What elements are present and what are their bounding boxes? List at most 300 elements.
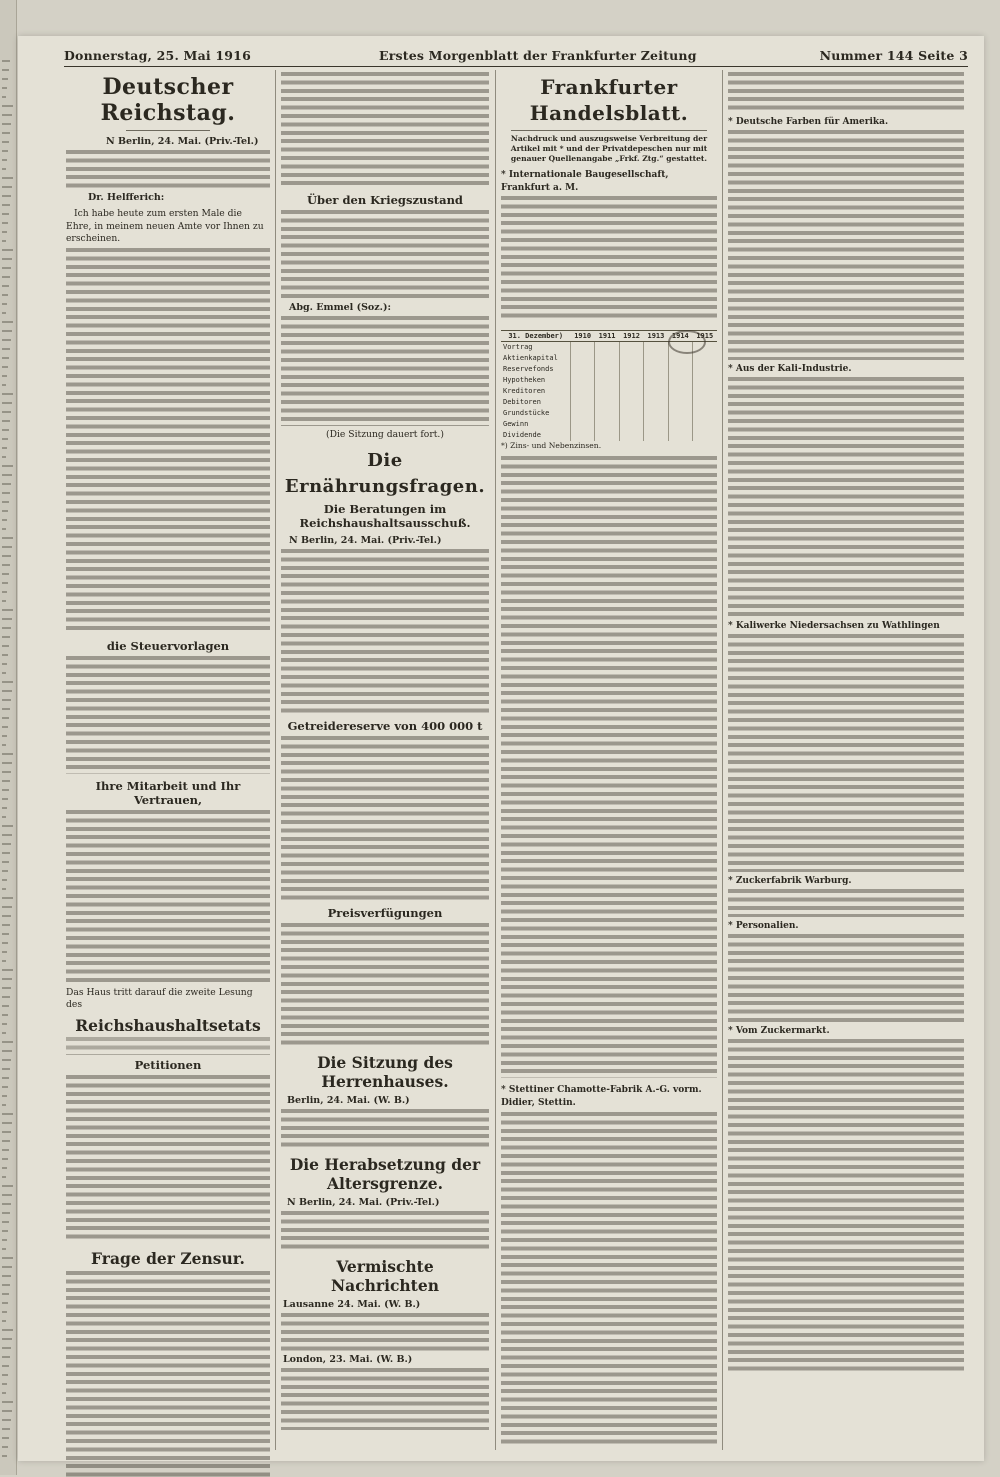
adjacent-page-text-fragment xyxy=(2,1392,6,1394)
adjacent-page-text-fragment xyxy=(2,960,6,962)
adjacent-page-text-fragment xyxy=(2,861,9,863)
adjacent-page-text-fragment xyxy=(2,1230,8,1232)
note-sitzung: (Die Sitzung dauert fort.) xyxy=(326,429,444,440)
adjacent-page-text-fragment xyxy=(2,1383,7,1385)
table-cell xyxy=(644,419,668,430)
text-block xyxy=(281,1211,489,1251)
subhead-steuervorlagen: die Steuervorlagen xyxy=(106,638,230,653)
table-row-label: Debitoren xyxy=(503,398,541,406)
adjacent-page-text-fragment xyxy=(2,942,8,944)
adjacent-page-text-fragment xyxy=(2,870,8,872)
adjacent-page-text-fragment xyxy=(2,114,12,116)
adjacent-page-text-fragment xyxy=(2,987,11,989)
adjacent-page-text-fragment xyxy=(2,69,9,71)
adjacent-page-text-fragment xyxy=(2,78,8,80)
headline-ernaehrungsfragen: Die Ernährungsfragen. xyxy=(284,449,486,497)
subhead-petitionen: Petitionen xyxy=(134,1057,202,1072)
column-reichstag xyxy=(66,72,270,1477)
masthead-paper-name: Erstes Morgenblatt der Frankfurter Zeitung xyxy=(379,48,697,63)
table-cell xyxy=(644,375,668,386)
adjacent-page-text-fragment xyxy=(2,1275,11,1277)
adjacent-page-text-fragment xyxy=(2,492,10,494)
adjacent-page-text-fragment xyxy=(2,105,13,107)
subhead-zensur: Frage der Zensur. xyxy=(91,1248,245,1268)
item-personalien: * Personalien. xyxy=(728,921,799,931)
adjacent-page-text-fragment xyxy=(2,618,12,620)
speaker-emmel: Abg. Emmel (Soz.): xyxy=(289,302,391,313)
adjacent-page-text-fragment xyxy=(2,780,10,782)
table-row xyxy=(501,419,717,430)
table-cell xyxy=(644,430,668,441)
dateline-herrenhaus: Berlin, 24. Mai. (W. B.) xyxy=(287,1094,410,1106)
adjacent-page-text-fragment xyxy=(2,762,12,764)
table-cell xyxy=(619,419,643,430)
table-cell xyxy=(595,375,619,386)
table-cell xyxy=(570,364,594,375)
adjacent-page-text-fragment xyxy=(2,519,7,521)
text-block xyxy=(66,248,270,634)
adjacent-page-text-fragment xyxy=(2,888,6,890)
text-block xyxy=(281,736,489,902)
adjacent-page-text-fragment xyxy=(2,609,13,611)
table-cell xyxy=(644,364,668,375)
table-header-cell: 31. Dezember) xyxy=(501,331,570,342)
adjacent-page-text-fragment xyxy=(2,915,11,917)
adjacent-page-text-fragment xyxy=(2,843,11,845)
adjacent-page-text-fragment xyxy=(2,1329,13,1331)
adjacent-page-text-fragment xyxy=(2,168,6,170)
subhead-preisverfuegungen: Preisverfügungen xyxy=(327,905,443,920)
adjacent-page-text-fragment xyxy=(2,186,12,188)
adjacent-page-text-fragment xyxy=(2,708,10,710)
adjacent-page-text-fragment xyxy=(2,1338,12,1340)
adjacent-page-text-fragment xyxy=(2,1293,9,1295)
adjacent-page-text-fragment xyxy=(2,465,13,467)
adjacent-page-text-fragment xyxy=(2,681,13,683)
adjacent-page-text-fragment xyxy=(2,771,11,773)
adjacent-page-text-fragment xyxy=(2,1158,8,1160)
adjacent-page-text-fragment xyxy=(2,1185,13,1187)
subhead-mitarbeit: Ihre Mitarbeit und Ihr Vertrauen, xyxy=(95,778,241,807)
adjacent-page-text-fragment xyxy=(2,1428,10,1430)
dateline-reichstag: N Berlin, 24. Mai. (Priv.-Tel.) xyxy=(106,136,259,147)
adjacent-page-text-fragment xyxy=(2,240,6,242)
adjacent-page-text-fragment xyxy=(2,204,10,206)
column-wirtschaft xyxy=(728,72,964,1371)
adjacent-page-text-fragment xyxy=(2,1068,10,1070)
adjacent-page-text-fragment xyxy=(2,213,9,215)
table-cell xyxy=(693,364,717,375)
adjacent-page-text-fragment xyxy=(2,546,12,548)
adjacent-page-text-fragment xyxy=(2,1113,13,1115)
adjacent-page-text-fragment xyxy=(2,303,7,305)
table-row xyxy=(501,353,717,364)
adjacent-page-text-fragment xyxy=(2,1203,11,1205)
table-cell xyxy=(570,375,594,386)
table-cell xyxy=(570,397,594,408)
table-cell xyxy=(619,408,643,419)
column-divider-3 xyxy=(722,70,723,1450)
adjacent-page-text-fragment xyxy=(2,1194,12,1196)
adjacent-page-text-fragment xyxy=(2,1122,12,1124)
adjacent-page-text-fragment xyxy=(2,132,10,134)
table-row-label: Gewinn xyxy=(503,420,529,428)
adjacent-page-text-fragment xyxy=(2,753,13,755)
adjacent-page-text-fragment xyxy=(2,1266,12,1268)
library-stamp-mark xyxy=(668,330,706,354)
table-cell xyxy=(668,386,692,397)
adjacent-page-text-fragment xyxy=(2,1257,13,1259)
subhead-kriegszustand: Über den Kriegszustand xyxy=(307,193,463,207)
text-block xyxy=(728,1039,964,1371)
text-block xyxy=(728,377,964,617)
adjacent-page-text-fragment xyxy=(2,1212,10,1214)
table-cell xyxy=(619,386,643,397)
table-row-label: Aktienkapital xyxy=(503,354,558,362)
item-kaliwerke-niedersachsen: * Kaliwerke Niedersachsen zu Wathlingen xyxy=(728,621,940,631)
adjacent-page-text-fragment xyxy=(2,330,12,332)
adjacent-page-text-fragment xyxy=(2,96,6,98)
table-row xyxy=(501,375,717,386)
table-row-label: Reservefonds xyxy=(503,365,554,373)
adjacent-page-text-fragment xyxy=(2,564,10,566)
table-header-cell: 1914 xyxy=(668,331,692,342)
adjacent-page-text-fragment xyxy=(2,366,8,368)
column-handelsblatt xyxy=(501,72,717,1108)
item-zuckermarkt: * Vom Zuckermarkt. xyxy=(728,1026,830,1036)
table-row-label: Hypotheken xyxy=(503,376,546,384)
text-block xyxy=(501,196,717,322)
table-cell xyxy=(693,430,717,441)
adjacent-page-text-fragment xyxy=(2,690,12,692)
adjacent-page-text-fragment xyxy=(2,1086,8,1088)
table-header-cell: 1911 xyxy=(595,331,619,342)
table-cell xyxy=(693,397,717,408)
adjacent-page-text-fragment xyxy=(2,951,7,953)
adjacent-page-text-fragment xyxy=(2,510,8,512)
table-cell xyxy=(619,397,643,408)
adjacent-page-text-fragment xyxy=(2,1023,7,1025)
table-cell xyxy=(668,419,692,430)
table-cell xyxy=(595,408,619,419)
adjacent-page-text-fragment xyxy=(2,312,6,314)
dateline-lausanne: Lausanne 24. Mai. (W. B.) xyxy=(283,1298,421,1310)
text-block xyxy=(281,549,489,715)
adjacent-page-text-fragment xyxy=(2,249,13,251)
adjacent-page-text-fragment xyxy=(2,447,7,449)
table-cell xyxy=(570,419,594,430)
adjacent-page-text-fragment xyxy=(2,1365,9,1367)
table-header-cell: 1915 xyxy=(693,331,717,342)
text-block xyxy=(728,934,964,1022)
table-header-cell: 1910 xyxy=(570,331,594,342)
text-block xyxy=(66,1271,270,1477)
adjacent-page-text-fragment xyxy=(2,402,12,404)
adjacent-page-text-fragment xyxy=(2,258,12,260)
table-row xyxy=(501,364,717,375)
adjacent-page-text-fragment xyxy=(2,663,7,665)
speaker-helfferich: Dr. Helfferich: xyxy=(88,192,165,203)
table-cell xyxy=(693,386,717,397)
table-cell xyxy=(668,408,692,419)
adjacent-page-text-fragment xyxy=(2,87,7,89)
table-cell xyxy=(619,353,643,364)
adjacent-page-text-fragment xyxy=(2,1077,9,1079)
adjacent-page-text-fragment xyxy=(2,591,7,593)
adjacent-page-text-fragment xyxy=(2,1014,8,1016)
adjacent-page-text-fragment xyxy=(2,645,9,647)
adjacent-page-text-fragment xyxy=(2,834,12,836)
headline-vermischte-nachrichten: Vermischte Nachrichten xyxy=(331,1256,439,1295)
adjacent-page-text-fragment xyxy=(2,978,12,980)
adjacent-page-text-fragment xyxy=(2,1167,7,1169)
adjacent-page-text-fragment xyxy=(2,123,11,125)
adjacent-page-text-fragment xyxy=(2,825,13,827)
table-cell xyxy=(644,342,668,354)
adjacent-page-text-fragment xyxy=(2,636,10,638)
adjacent-page-text-fragment xyxy=(2,1320,6,1322)
table-cell xyxy=(644,397,668,408)
adjacent-page-text-fragment xyxy=(2,1419,11,1421)
adjacent-page-text-fragment xyxy=(2,150,8,152)
adjacent-page-text-fragment xyxy=(2,1176,6,1178)
text-block xyxy=(501,456,717,1078)
text-block xyxy=(66,656,270,774)
headline-handelsblatt: Frankfurter Handelsblatt. xyxy=(529,75,689,125)
table-cell xyxy=(693,408,717,419)
subhead-getreidereserve: Getreidereserve von 400 000 t xyxy=(287,718,483,733)
adjacent-page-text-fragment xyxy=(2,1050,12,1052)
adjacent-page-text-fragment xyxy=(2,474,12,476)
adjacent-page-text-fragment xyxy=(2,1437,9,1439)
headline-altersgrenze: Die Herabsetzung der Altersgrenze. xyxy=(289,1154,481,1193)
masthead-page-number: Nummer 144 Seite 3 xyxy=(819,48,968,63)
table-cell xyxy=(595,364,619,375)
adjacent-page-text-fragment xyxy=(2,906,12,908)
paragraph-intro: Ich habe heute zum ersten Male die Ehre, in meinem neuen Amte vor Ihnen zu erscheinen. xyxy=(66,208,264,244)
masthead-date: Donnerstag, 25. Mai 1916 xyxy=(64,48,251,63)
adjacent-page-text-fragment xyxy=(2,1095,7,1097)
table-row-label: Vortrag xyxy=(503,343,533,351)
dateline-altersgrenze: N Berlin, 24. Mai. (Priv.-Tel.) xyxy=(287,1196,440,1208)
text-block xyxy=(66,810,270,982)
table-cell xyxy=(619,430,643,441)
adjacent-page-text-fragment xyxy=(2,357,9,359)
adjacent-page-text-fragment xyxy=(2,177,13,179)
adjacent-page-text-fragment xyxy=(2,267,11,269)
column-ernaehrung xyxy=(281,72,489,1430)
adjacent-page-text-fragment xyxy=(2,1239,7,1241)
text-block xyxy=(728,889,964,917)
table-cell xyxy=(595,386,619,397)
adjacent-page-text-fragment xyxy=(2,969,13,971)
table-cell xyxy=(644,386,668,397)
adjacent-page-text-fragment xyxy=(2,798,8,800)
adjacent-page-text-fragment xyxy=(2,672,6,674)
item-stettiner-chamotte: * Stettiner Chamotte-Fabrik A.-G. vorm. Didier, Stettin. xyxy=(501,1085,702,1108)
adjacent-page-edge xyxy=(0,0,17,1475)
table-cell xyxy=(570,353,594,364)
adjacent-page-text-fragment xyxy=(2,60,10,62)
text-block xyxy=(728,634,964,872)
adjacent-page-text-fragment xyxy=(2,1284,10,1286)
table-cell xyxy=(644,353,668,364)
adjacent-page-text-fragment xyxy=(2,555,11,557)
adjacent-page-text-fragment xyxy=(2,1059,11,1061)
table-cell xyxy=(570,386,594,397)
adjacent-page-text-fragment xyxy=(2,294,8,296)
table-cell xyxy=(619,375,643,386)
adjacent-page-text-fragment xyxy=(2,1356,10,1358)
text-block xyxy=(281,1109,489,1149)
adjacent-page-text-fragment xyxy=(2,159,7,161)
adjacent-page-text-fragment xyxy=(2,141,9,143)
adjacent-page-text-fragment xyxy=(2,1221,9,1223)
table-row-label: Dividende xyxy=(503,431,541,439)
adjacent-page-text-fragment xyxy=(2,483,11,485)
adjacent-page-text-fragment xyxy=(2,348,10,350)
adjacent-page-text-fragment xyxy=(2,456,6,458)
column-divider-1 xyxy=(275,70,276,1450)
adjacent-page-text-fragment xyxy=(2,582,8,584)
adjacent-page-text-fragment xyxy=(2,573,9,575)
text-block xyxy=(501,1112,717,1448)
adjacent-page-text-fragment xyxy=(2,222,8,224)
adjacent-page-text-fragment xyxy=(2,1455,7,1457)
table-row xyxy=(501,408,717,419)
table-header-cell: 1913 xyxy=(644,331,668,342)
column-divider-2 xyxy=(495,70,496,1450)
table-cell xyxy=(619,364,643,375)
headline-rule xyxy=(126,130,210,131)
adjacent-page-text-fragment xyxy=(2,1302,8,1304)
table-cell xyxy=(668,353,692,364)
adjacent-page-text-fragment xyxy=(2,654,8,656)
table-cell xyxy=(570,408,594,419)
adjacent-page-text-fragment xyxy=(2,321,13,323)
adjacent-page-text-fragment xyxy=(2,924,10,926)
adjacent-page-text-fragment xyxy=(2,699,11,701)
dateline-london: London, 23. Mai. (W. B.) xyxy=(283,1353,413,1365)
adjacent-page-text-fragment xyxy=(2,852,10,854)
text-block xyxy=(281,923,489,1047)
adjacent-page-text-fragment xyxy=(2,1149,9,1151)
adjacent-page-text-fragment xyxy=(2,1041,13,1043)
subhead-reichshaushaltsetat: Reichshaushaltsetats xyxy=(75,1015,261,1035)
adjacent-page-text-fragment xyxy=(2,1248,6,1250)
headline-reichstag: Deutscher Reichstag. xyxy=(100,74,236,126)
adjacent-page-text-fragment xyxy=(2,528,6,530)
table-cell xyxy=(668,430,692,441)
text-block xyxy=(281,210,489,298)
adjacent-page-text-fragment xyxy=(2,1140,10,1142)
adjacent-page-text-fragment xyxy=(2,726,8,728)
table-row xyxy=(501,397,717,408)
text-block xyxy=(728,72,964,114)
adjacent-page-text-fragment xyxy=(2,933,9,935)
text-block xyxy=(281,1313,489,1351)
text-block xyxy=(281,1368,489,1430)
adjacent-page-text-fragment xyxy=(2,1446,8,1448)
table-cell xyxy=(595,397,619,408)
adjacent-page-text-fragment xyxy=(2,1410,12,1412)
adjacent-page-text-fragment xyxy=(2,1104,6,1106)
adjacent-page-text-fragment xyxy=(2,816,6,818)
table-row xyxy=(501,386,717,397)
table-header-cell: 1912 xyxy=(619,331,643,342)
adjacent-page-text-fragment xyxy=(2,717,9,719)
adjacent-page-text-fragment xyxy=(2,537,13,539)
adjacent-page-text-fragment xyxy=(2,789,9,791)
item-baugesellschaft: * Internationale Baugesellschaft, Frankfurt a. M. xyxy=(501,170,669,193)
text-block xyxy=(66,1037,270,1055)
adjacent-page-text-fragment xyxy=(2,1032,6,1034)
adjacent-page-text-fragment xyxy=(2,627,11,629)
table-cell xyxy=(570,342,594,354)
text-block xyxy=(66,1075,270,1243)
text-block xyxy=(281,72,489,188)
text-block xyxy=(281,316,489,426)
item-zuckerfabrik-warburg: * Zuckerfabrik Warburg. xyxy=(728,876,852,886)
adjacent-page-text-fragment xyxy=(2,735,7,737)
adjacent-page-text-fragment xyxy=(2,384,6,386)
table-row-label: Kreditoren xyxy=(503,387,546,395)
text-block xyxy=(728,130,964,360)
reprint-notice: Nachdruck und auszugsweise Verbreitung der Artikel mit * und der Privatdepeschen nur mit genauer Quellenangabe „Frkf. Ztg.“ gestattet. xyxy=(510,134,708,163)
table-cell xyxy=(693,419,717,430)
adjacent-page-text-fragment xyxy=(2,1131,11,1133)
adjacent-page-text-fragment xyxy=(2,411,11,413)
adjacent-page-text-fragment xyxy=(2,996,10,998)
text-block xyxy=(66,150,270,188)
table-cell xyxy=(693,353,717,364)
table-cell xyxy=(668,375,692,386)
headline-herrenhaus: Die Sitzung des Herrenhauses. xyxy=(317,1052,453,1091)
adjacent-page-text-fragment xyxy=(2,501,9,503)
adjacent-page-text-fragment xyxy=(2,1401,13,1403)
adjacent-page-text-fragment xyxy=(2,375,7,377)
adjacent-page-text-fragment xyxy=(2,438,8,440)
item-farben-amerika: * Deutsche Farben für Amerika. xyxy=(728,117,889,127)
dateline-ernaehrung: N Berlin, 24. Mai. (Priv.-Tel.) xyxy=(289,534,442,546)
note-fortgang: Das Haus tritt darauf die zweite Lesung des xyxy=(66,986,253,1010)
adjacent-page-text-fragment xyxy=(2,195,11,197)
adjacent-page-text-fragment xyxy=(2,744,6,746)
adjacent-page-text-fragment xyxy=(2,807,7,809)
adjacent-page-text-fragment xyxy=(2,1311,7,1313)
table-cell xyxy=(595,419,619,430)
table-cell xyxy=(595,353,619,364)
adjacent-page-text-fragment xyxy=(2,285,9,287)
adjacent-page-text-fragment xyxy=(2,1347,11,1349)
table-row-label: Grundstücke xyxy=(503,409,550,417)
headline-rule xyxy=(511,130,707,131)
table-cell xyxy=(693,375,717,386)
adjacent-page-text-fragment xyxy=(2,339,11,341)
table-cell xyxy=(668,397,692,408)
table-cell xyxy=(595,342,619,354)
table-cell xyxy=(619,342,643,354)
adjacent-page-text-fragment xyxy=(2,897,13,899)
table-cell xyxy=(644,408,668,419)
subheadline-reichshaushaltsausschuss: Die Beratungen im Reichshaushaltsausschuß. xyxy=(299,501,471,530)
adjacent-page-text-fragment xyxy=(2,1005,9,1007)
table-cell xyxy=(668,364,692,375)
adjacent-page-text-fragment xyxy=(2,231,7,233)
adjacent-page-text-fragment xyxy=(2,600,6,602)
adjacent-page-text-fragment xyxy=(2,276,10,278)
adjacent-page-text-fragment xyxy=(2,429,9,431)
